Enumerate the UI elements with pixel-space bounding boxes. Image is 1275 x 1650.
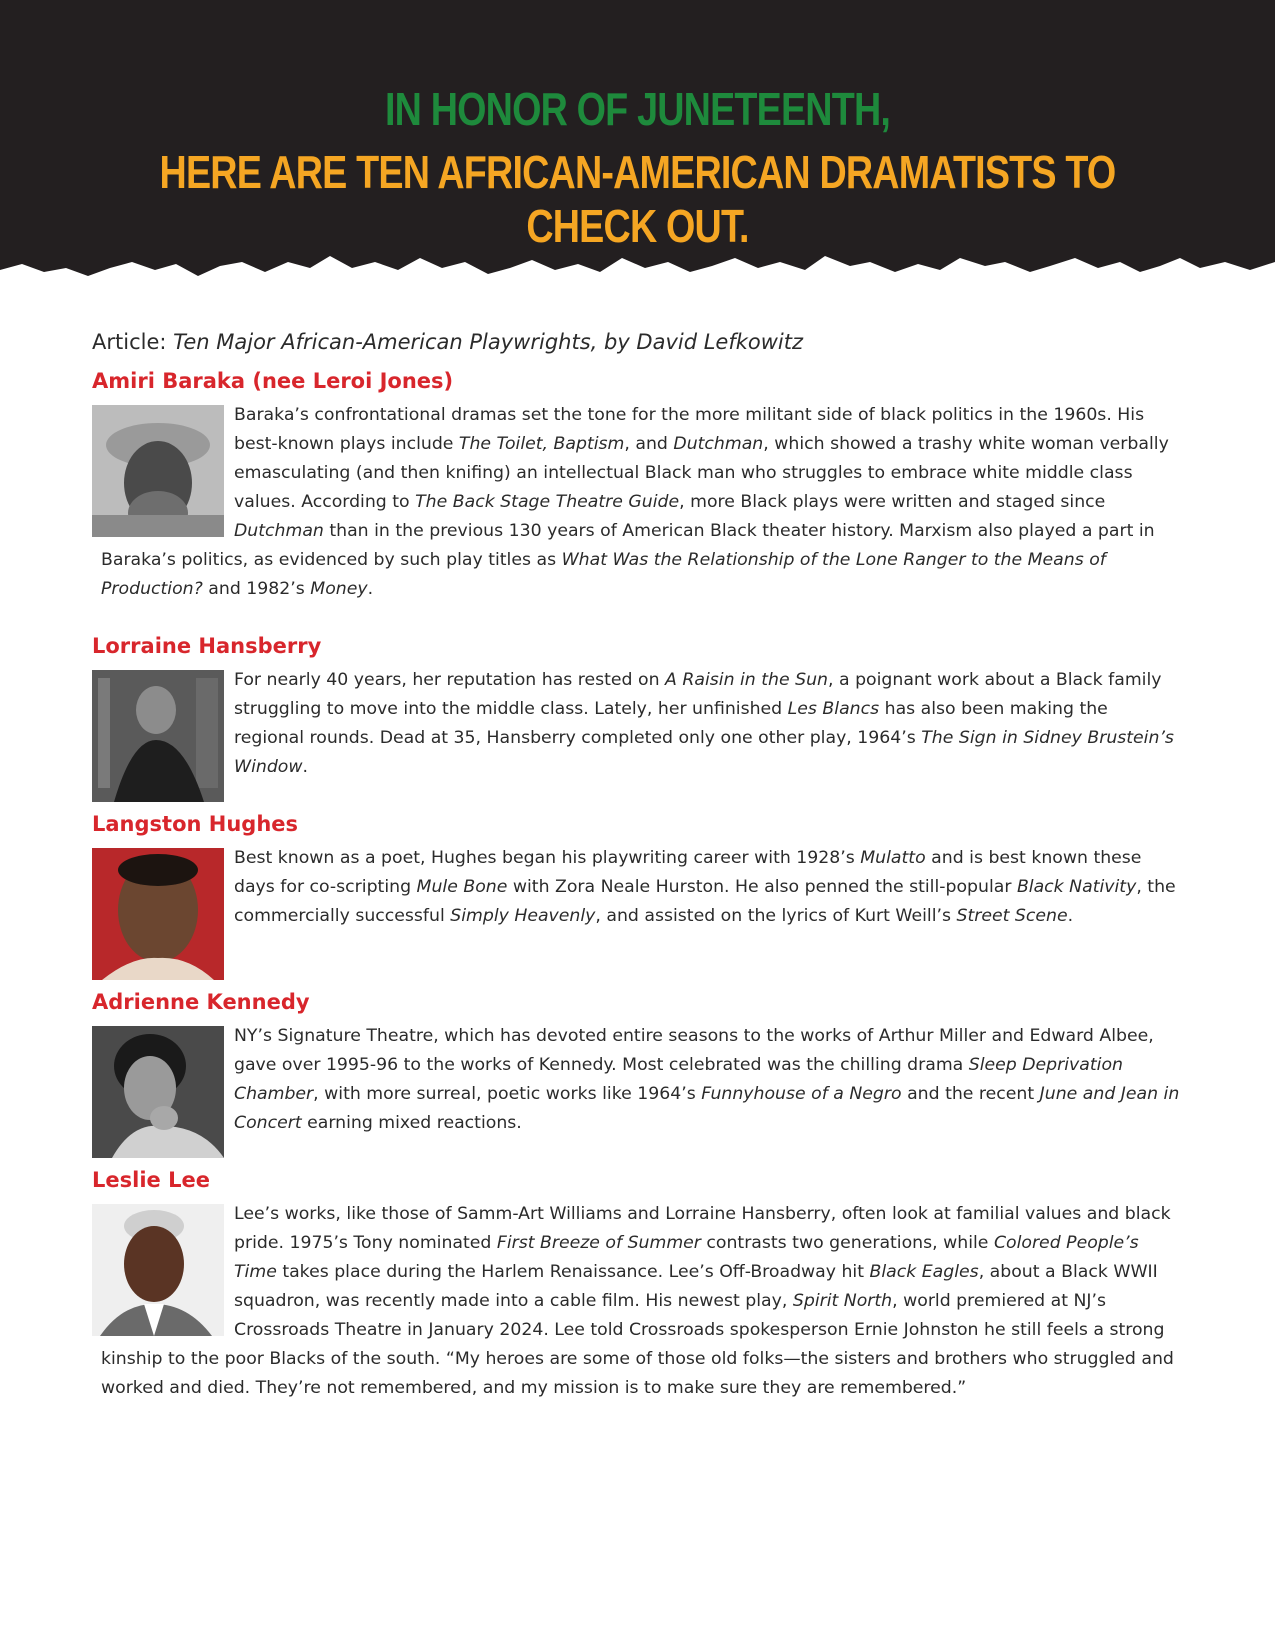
portrait-photo (92, 405, 224, 537)
playwright-name: Amiri Baraka (nee Leroi Jones) (92, 369, 454, 393)
bio-text-run: , more Black plays were written and staged since (679, 492, 1106, 512)
bio-text-run: , about a Black WWII squadron, was recently made into a cable film. His newest play, (234, 1262, 1158, 1311)
bio-text-run: . (367, 579, 374, 599)
work-title: Mulatto (860, 848, 926, 868)
work-title: Black Nativity (1016, 877, 1137, 897)
bio-text (92, 401, 1182, 604)
playwright-entry-hansberry (92, 630, 1182, 806)
work-title: Spirit North (792, 1291, 893, 1311)
article-prefix: Article: (92, 330, 174, 354)
playwright-bio (92, 401, 1182, 604)
work-title: Dutchman (673, 434, 764, 454)
work-title: Money (310, 579, 368, 599)
bio-text-run: Baraka’s confrontational dramas set the tone for the more militant side of black politics in the 1960s. His best-known plays include (234, 405, 1145, 454)
bio-segments (101, 405, 1169, 599)
headline-line-2: HERE ARE TEN AFRICAN-AMERICAN DRAMATISTS TO CHECK OUT. (159, 146, 1116, 252)
work-title: Dutchman (234, 521, 324, 541)
portrait-photo (92, 1204, 224, 1336)
playwright-bio (92, 666, 1182, 782)
playwright-name: Leslie Lee (92, 1168, 210, 1192)
playwright-entry-hughes (92, 808, 1182, 984)
work-title: The Sign in Sidney Brustein’s Window (234, 728, 1174, 777)
bio-text-run: and is best known these days for co-scripting (234, 848, 1142, 897)
bio-text-run: , which showed a trashy white woman verbally emasculating (and then knifing) an intellectual Black man who struggles to embrace white middle class values. According to (234, 434, 1169, 512)
work-title: Sleep Deprivation Chamber (234, 1055, 1123, 1104)
work-title: What Was the Relationship of the Lone Ranger to the Means of Production? (101, 550, 1106, 599)
bio-segments (234, 1026, 1179, 1133)
bio-text (92, 1022, 1182, 1138)
bio-text (92, 1200, 1182, 1403)
bio-text-run: , the commercially successful (234, 877, 1176, 926)
bio-text-run: . (1067, 906, 1074, 926)
portrait-photo (92, 1026, 224, 1158)
playwright-bio (92, 1022, 1182, 1138)
bio-text-run: , with more surreal, poetic works like 1964’s (313, 1084, 702, 1104)
bio-text-run: takes place during the Harlem Renaissance. Lee’s Off-Broadway hit (276, 1262, 870, 1282)
portrait-photo (92, 670, 224, 802)
playwright-entry-baraka (92, 365, 1182, 604)
work-title: Street Scene (956, 906, 1068, 926)
work-title: Funnyhouse of a Negro (701, 1084, 902, 1104)
playwright-entry-kennedy (92, 986, 1182, 1162)
bio-text-run: and 1982’s (202, 579, 311, 599)
article-attribution (92, 330, 803, 354)
bio-text-run: and the recent (901, 1084, 1040, 1104)
playwright-bio (92, 844, 1182, 931)
bio-text-run: , a poignant work about a Black family struggling to move into the middle class. Lately, her unfinished (234, 670, 1162, 719)
bio-text-run: , world premiered at NJ’s Crossroads Theatre in January 2024. Lee told Crossroads spokesperson Ernie Johnston he still feels a strong kinship to the poor Blacks of the south. “My heroes are some of those old folks—the sisters and brothers who struggled and worked and died. They’re not remembered, and my mission is to make sure they are remembered.” (101, 1291, 1174, 1398)
work-title: Simply Heavenly (450, 906, 596, 926)
bio-segments (234, 848, 1176, 926)
bio-text-run: , and assisted on the lyrics of Kurt Weill’s (595, 906, 957, 926)
playwright-entry-lee (92, 1164, 1182, 1403)
work-title: Black Eagles (869, 1262, 979, 1282)
bio-text-run: has also been making the regional rounds. Dead at 35, Hansberry completed only one other play, 1964’s (234, 699, 1108, 748)
work-title: A Raisin in the Sun (665, 670, 828, 690)
bio-text-run: For nearly 40 years, her reputation has rested on (234, 670, 666, 690)
bio-segments (101, 1204, 1174, 1398)
work-title: The Back Stage Theatre Guide (415, 492, 680, 512)
work-title: The Toilet, Baptism (458, 434, 625, 454)
headline-line-1: IN HONOR OF JUNETEENTH, (384, 83, 891, 135)
header-banner (0, 0, 1275, 300)
bio-text-run: . (302, 757, 309, 777)
bio-text-run: NY’s Signature Theatre, which has devoted entire seasons to the works of Arthur Miller and Edward Albee, gave over 1995-96 to the works of Kennedy. Most celebrated was the chilling drama (234, 1026, 1154, 1075)
playwright-name: Lorraine Hansberry (92, 634, 322, 658)
work-title: June and Jean in Concert (234, 1084, 1180, 1133)
bio-text-run: , and (624, 434, 674, 454)
work-title: Mule Bone (416, 877, 508, 897)
playwright-bio (92, 1200, 1182, 1403)
bio-text (92, 844, 1182, 931)
bio-text-run: earning mixed reactions. (301, 1113, 522, 1133)
bio-text-run: Lee’s works, like those of Samm-Art Williams and Lorraine Hansberry, often look at familial values and black pride. 1975’s Tony nominated (234, 1204, 1171, 1253)
bio-text (92, 666, 1182, 782)
bio-segments (234, 670, 1174, 777)
article-title: Ten Major African-American Playwrights, by David Lefkowitz (173, 330, 804, 354)
work-title: First Breeze of Summer (496, 1233, 701, 1253)
work-title: Colored People’s Time (234, 1233, 1139, 1282)
playwright-name: Langston Hughes (92, 812, 299, 836)
bio-text-run: Best known as a poet, Hughes began his playwriting career with 1928’s (234, 848, 861, 868)
bio-text-run: contrasts two generations, while (700, 1233, 994, 1253)
bio-text-run: than in the previous 130 years of American Black theater history. Marxism also played a part in Baraka’s politics, as evidenced by such play titles as (101, 521, 1155, 570)
work-title: Les Blancs (787, 699, 880, 719)
bio-text-run: with Zora Neale Hurston. He also penned the still-popular (507, 877, 1017, 897)
portrait-photo (92, 848, 224, 980)
playwright-name: Adrienne Kennedy (92, 990, 310, 1014)
